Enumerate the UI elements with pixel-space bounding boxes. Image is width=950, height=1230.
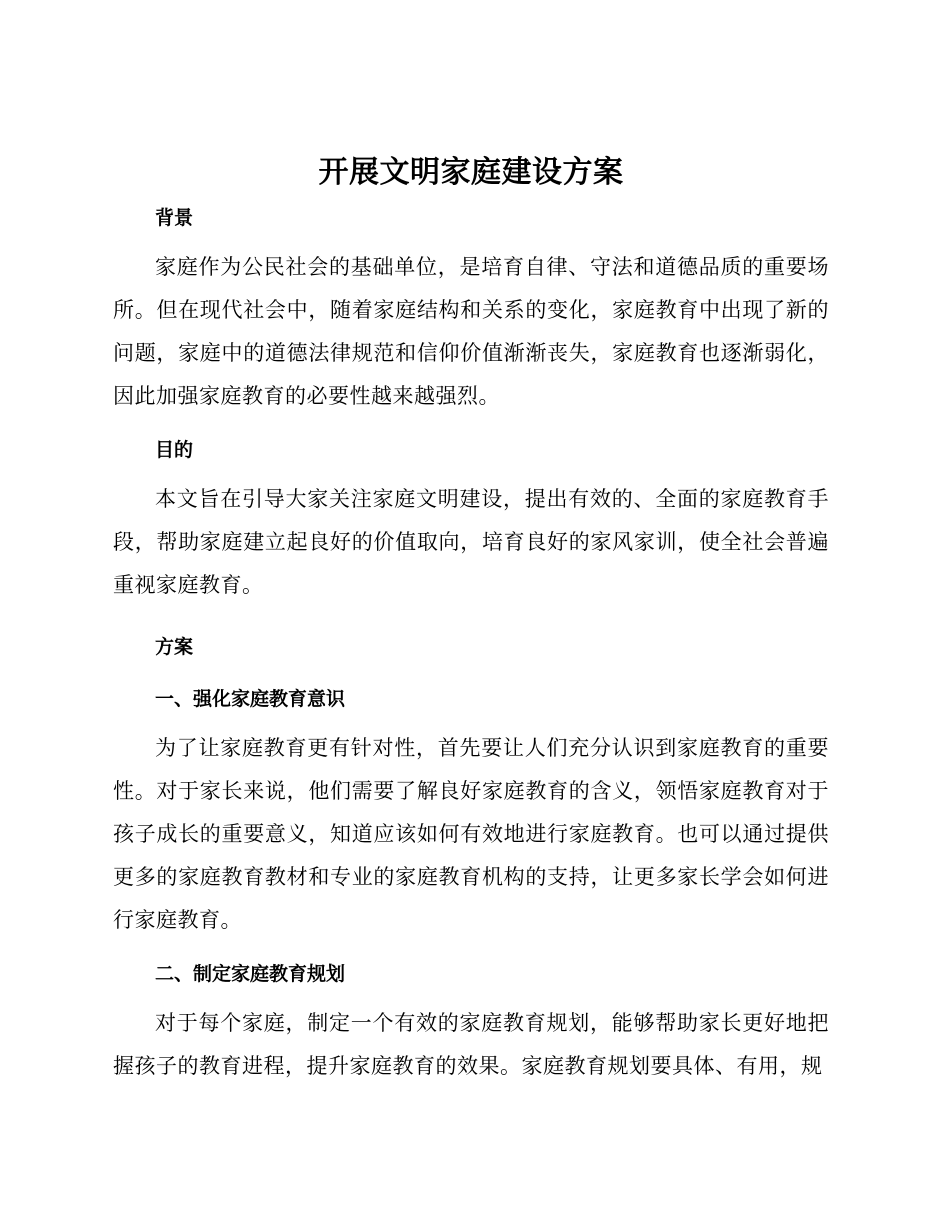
paragraph-purpose: 本文旨在引导大家关注家庭文明建设，提出有效的、全面的家庭教育手段，帮助家庭建立起良好的价值取向，培育良好的家风家训，使全社会普遍重视家庭教育。: [113, 487, 829, 597]
paragraph-plan2: 对于每个家庭，制定一个有效的家庭教育规划，能够帮助家长更好地把握孩子的教育进程，提升家庭教育的效果。家庭教育规划要具体、有用，规: [113, 1011, 829, 1078]
section-heading-plan: 方案: [155, 636, 194, 658]
paragraph-plan1: 为了让家庭教育更有针对性，首先要让人们充分认识到家庭教育的重要性。对于家长来说，他们需要了解良好家庭教育的含义，领悟家庭教育对于孩子成长的重要意义，知道应该如何有效地进行家庭教育。也可以通过提供更多的家庭教育教材和专业的家庭教育机构的支持，让更多家长学会如何进行家庭教育。: [113, 736, 829, 932]
section-heading-purpose: 目的: [155, 439, 194, 461]
subsection-heading-plan2: 二、制定家庭教育规划: [155, 963, 346, 985]
document-title: 开展文明家庭建设方案: [318, 155, 624, 190]
subsection-heading-plan1: 一、强化家庭教育意识: [155, 688, 346, 710]
paragraph-background: 家庭作为公民社会的基础单位，是培育自律、守法和道德品质的重要场所。但在现代社会中，随着家庭结构和关系的变化，家庭教育中出现了新的问题，家庭中的道德法律规范和信仰价值渐渐丧失，家庭教育也逐渐弱化，因此加强家庭教育的必要性越来越强烈。: [113, 255, 829, 408]
section-heading-background: 背景: [155, 207, 194, 229]
document-page: [113, 150, 829, 1088]
